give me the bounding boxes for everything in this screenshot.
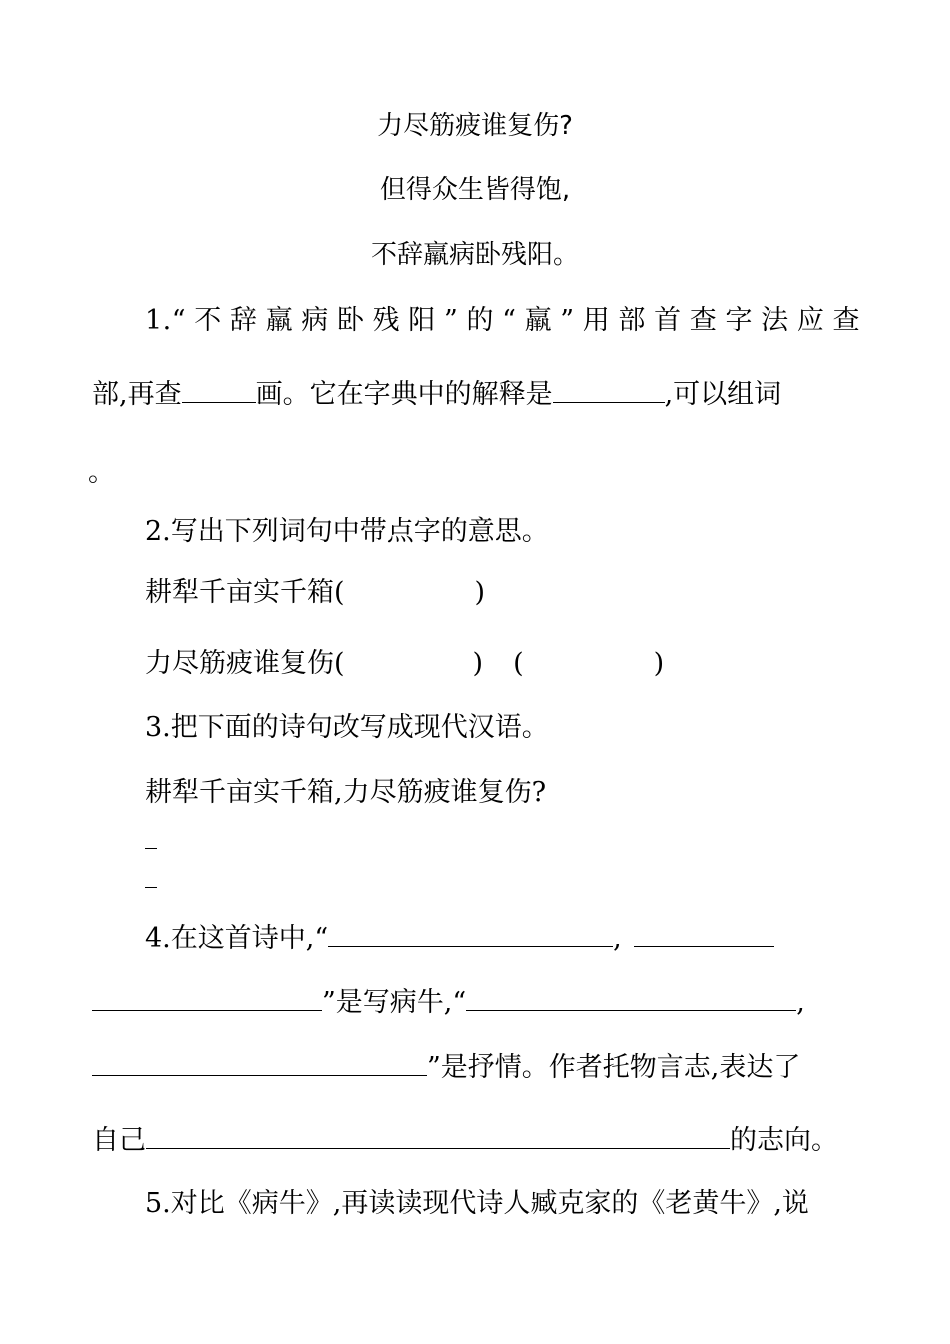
question-4-text-c: ”是抒情。作者托物言志,表达了 <box>427 1052 801 1083</box>
definition-blank[interactable] <box>553 376 665 403</box>
question-2-item-2-text: 力尽筋疲谁复伤 <box>145 648 334 679</box>
question-4-line-3 <box>92 1049 862 1086</box>
question-1-line-2 <box>92 376 862 413</box>
question-4-line-1 <box>145 920 865 957</box>
question-4-text-a: 4.在这首诗中,“ <box>145 923 329 954</box>
poem-line-2: 但得众生皆得饱, <box>379 175 571 205</box>
verse-blank-1[interactable] <box>328 920 613 947</box>
question-2-item-1-text: 耕犁千亩实千箱 <box>145 577 334 608</box>
question-4-line-4 <box>92 1122 862 1159</box>
question-1-text-c: ,可以组词 <box>664 379 782 410</box>
question-3-prompt: 3.把下面的诗句改写成现代汉语。 <box>145 712 549 743</box>
question-1-line-1: 1.“不辞羸病卧残阳”的“羸”用部首查字法应查 <box>145 305 860 336</box>
question-4-text-b: ”是写病牛,“ <box>322 987 467 1018</box>
close-paren: ) <box>653 648 665 679</box>
question-3-verse: 耕犁千亩实千箱,力尽筋疲谁复伤? <box>145 777 547 808</box>
stroke-count-blank[interactable] <box>182 376 256 403</box>
question-4-text-d: 自己 <box>92 1125 146 1156</box>
answer-line-short-1[interactable] <box>145 848 157 849</box>
poem-line-1: 力尽筋疲谁复伤? <box>377 111 573 141</box>
question-4-line-2 <box>92 984 862 1021</box>
poem-line-3: 不辞羸病卧残阳。 <box>370 240 579 270</box>
question-4-comma-2: , <box>796 987 805 1018</box>
verse-blank-3[interactable] <box>466 984 796 1011</box>
question-1-text-b: 画。它在字典中的解释是 <box>255 379 553 410</box>
question-2-item-1 <box>145 575 485 611</box>
question-4-text-e: 的志向。 <box>730 1125 838 1156</box>
answer-line-short-2[interactable] <box>145 887 157 888</box>
question-2-item-2 <box>145 646 664 682</box>
question-4-comma: , <box>613 923 622 954</box>
close-paren: ) <box>472 648 484 679</box>
verse-blank-4[interactable] <box>92 1049 427 1076</box>
verse-blank-2-cont[interactable] <box>92 984 322 1011</box>
open-paren: ( <box>334 577 345 608</box>
aspiration-blank[interactable] <box>146 1122 730 1149</box>
close-paren: ) <box>474 577 486 608</box>
question-1-text-a: 部,再查 <box>92 379 182 410</box>
question-5-line-1: 5.对比《病牛》,再读读现代诗人臧克家的《老黄牛》,说 <box>145 1188 809 1219</box>
question-1-line-3: 。 <box>88 457 115 488</box>
question-2-prompt: 2.写出下列词句中带点字的意思。 <box>145 516 549 547</box>
open-paren: ( <box>513 648 524 679</box>
verse-blank-2[interactable] <box>634 920 774 947</box>
open-paren: ( <box>334 648 345 679</box>
